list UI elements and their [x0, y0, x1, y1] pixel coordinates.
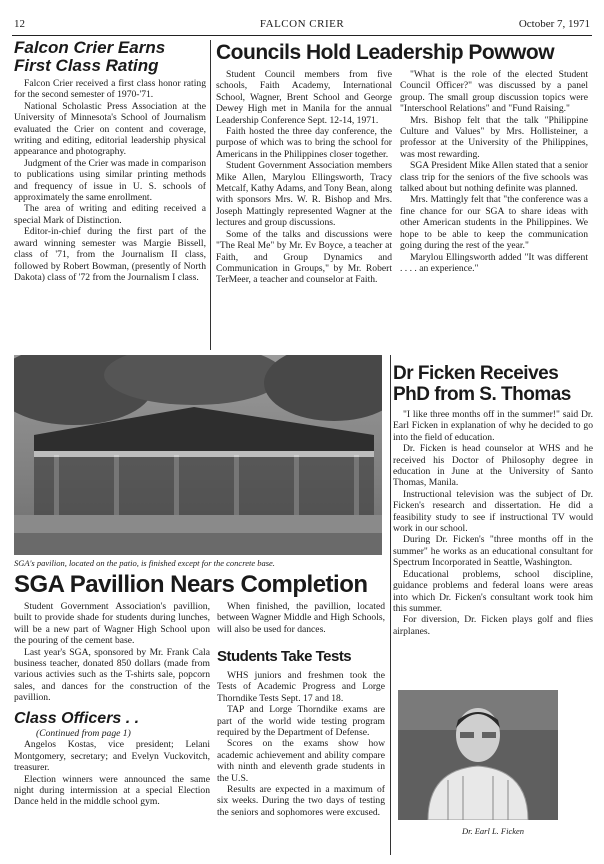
paragraph: Faith hosted the three day conference, the purpose of which was to bring the school for Americans in the Philippines closer together. [216, 126, 392, 160]
pavilion-photo-image [14, 355, 382, 555]
article-rating [14, 39, 206, 283]
ficken-body [393, 409, 593, 637]
ficken-photo-image [398, 690, 558, 820]
header-rule [12, 35, 592, 36]
paragraph: Election winners were announced the same night during intermission at a special Election Dance held in the middle school gym. [14, 773, 210, 808]
column-divider [210, 40, 211, 350]
paragraph: Some of the talks and discussions were "The Real Me" by Mr. Ev Boyce, a teacher at Faith, and Group Dynamics and Communication in Groups," by Mr. Robert TerMeer, a teacher and counselor at Faith. [216, 228, 392, 286]
paragraph: The area of writing and editing received a special Mark of Distinction. [14, 203, 206, 226]
paragraph: Student Government Association's pavillion, built to provide shade for students during lunches, will be a new part of Wagner High School upon the pouring of the cement base. [14, 601, 210, 647]
paragraph: WHS juniors and freshmen took the Tests of Academic Progress and Lorge Thorndike Tests Sept. 17 and 18. [217, 670, 385, 704]
paragraph: Dr. Ficken is head counselor at WHS and he received his Doctor of Philosophy degree in education in June at the University of Santo Thomas, Manila. [393, 443, 593, 489]
paragraph: Falcon Crier received a first class honor rating for the second semester of 1970-'71. [14, 78, 206, 101]
paragraph: Results are expected in a maximum of six weeks. During the two days of testing the seniors and sophomores were excused. [217, 784, 385, 818]
paragraph: SGA President Mike Allen stated that a senior class trip for the seniors of the five schools was talked about but nothing definite was planned. [400, 160, 588, 195]
article-ficken [393, 363, 593, 637]
column-divider [390, 355, 391, 855]
paragraph: During Dr. Ficken's "three months off in the summer" he works as an educational consultant for Spectrum Incorporated in Seattle, Washington. [393, 534, 593, 569]
paragraph: "I like three months off in the summer!" said Dr. Earl Ficken in explanation of why he decided to go into the field of education. [393, 409, 593, 443]
pavilion-col-2 [217, 601, 385, 635]
pavilion-col-1 [14, 601, 210, 704]
rating-headline-1: Falcon Crier Earns [14, 38, 166, 57]
paragraph: Judgment of the Crier was made in comparison to publications using similar printing methods and frequency of issue in U. S. schools of approximately the same enrollment. [14, 157, 206, 204]
paragraph: Angelos Kostas, vice president; Lelani Montgomery, secretary; and Evelyn Vuckovitch, treasurer. [14, 739, 210, 774]
paragraph: Mrs. Mattingly felt that "the conference was a fine chance for our SGA to share ideas with other American students in the Philippines. We hope to be able to keep the communication going during the rest of the year." [400, 194, 588, 252]
pavilion-photo [14, 355, 382, 555]
tests-headline: Students Take Tests [217, 648, 352, 665]
newspaper-title: FALCON CRIER [259, 18, 345, 30]
paragraph: When finished, the pavillion, located between Wagner Middle and High Schools, will also be used for dances. [217, 601, 385, 635]
councils-col-2 [400, 69, 588, 274]
ficken-headline-2: PhD from S. Thomas [393, 384, 571, 405]
paragraph: TAP and Lorge Thorndike exams are part of the world wide testing program required by the Department of Defense. [217, 704, 385, 739]
paragraph: Student Government Association members Mike Allen, Marylou Ellingsworth, Tracy Metcalf, Kathy Adams, and Tony Bean, along with sponsors Mrs. W. R. Bishop and Mrs. Joseph Mattingly represented Wagner at the lectures and group discussions. [216, 160, 392, 229]
paragraph: Editor-in-chief during the first part of the award winning semester was Margie Bissell, class of '71, from the Journalism II class, followed by Robert Bowman, (presently of North Dakota) class of '72 from the Journalism I class. [14, 226, 206, 283]
page-number: 12 [14, 18, 25, 30]
paragraph: Marylou Ellingsworth added "It was different . . . . an experience." [400, 251, 588, 274]
paragraph: Instructional television was the subject of Dr. Ficken's research and dissertation. He did a feasibility study to see if instructional TV would work in our school. [393, 488, 593, 535]
page-header [14, 18, 590, 34]
rating-body [14, 78, 206, 283]
paragraph: National Scholastic Press Association at the University of Minnesota's School of Journalism evaluated the Crier on content and coverage, writing and editing, editorial leadership physical appearance and photography. [14, 100, 206, 158]
councils-col-1 [216, 69, 392, 286]
ficken-headline-1: Dr Ficken Receives [393, 363, 559, 384]
councils-headline: Councils Hold Leadership Powwow [216, 41, 555, 64]
tests-body [217, 670, 385, 818]
paragraph: "What is the role of the elected Student Council Officer?" was discussed by a panel group. The small group discussion topics were "Interschool Relations" and "Fund Raising." [400, 69, 588, 115]
article-officers [14, 710, 210, 808]
officers-continued: (Continued from page 1) [36, 728, 131, 739]
officers-body [14, 739, 210, 807]
paragraph: Scores on the exams show how academic achievement and ability compare with ninth and eleventh grade students in the U.S. [217, 738, 385, 784]
officers-headline: Class Officers . . [14, 710, 140, 727]
paragraph: Mrs. Bishop felt that the talk "Philippine Culture and Values" by Mrs. Hollisteiner, a professor at the University of the Philippines, was most rewarding. [400, 114, 588, 160]
paragraph: Educational problems, school discipline, guidance problems and federal loans were areas into which Dr. Ficken's consultant work took him this summer. [393, 568, 593, 614]
pavilion-headline: SGA Pavillion Nears Completion [14, 571, 368, 598]
article-tests [217, 648, 385, 818]
ficken-photo [398, 690, 558, 820]
paragraph: For diversion, Dr. Ficken plays golf and flies airplanes. [393, 614, 593, 637]
paragraph: Student Council members from five schools, Faith Academy, International School, Wagner, Brent School and George Dewey High met in Manila for the annual Leadership Conference Sept. 12-14, 1971. [216, 69, 392, 126]
ficken-photo-caption: Dr. Earl L. Ficken [461, 826, 525, 836]
rating-headline-2: First Class Rating [14, 56, 159, 75]
pavilion-photo-caption: SGA's pavilion, located on the patio, is finished except for the concrete base. [14, 558, 275, 568]
issue-date: October 7, 1971 [518, 18, 590, 30]
paragraph: Last year's SGA, sponsored by Mr. Frank Cala business teacher, donated 850 dollars (made from various activies such as the T-shirts sale, popcorn sales, and dances for the construction of the pavillion. [14, 646, 210, 704]
